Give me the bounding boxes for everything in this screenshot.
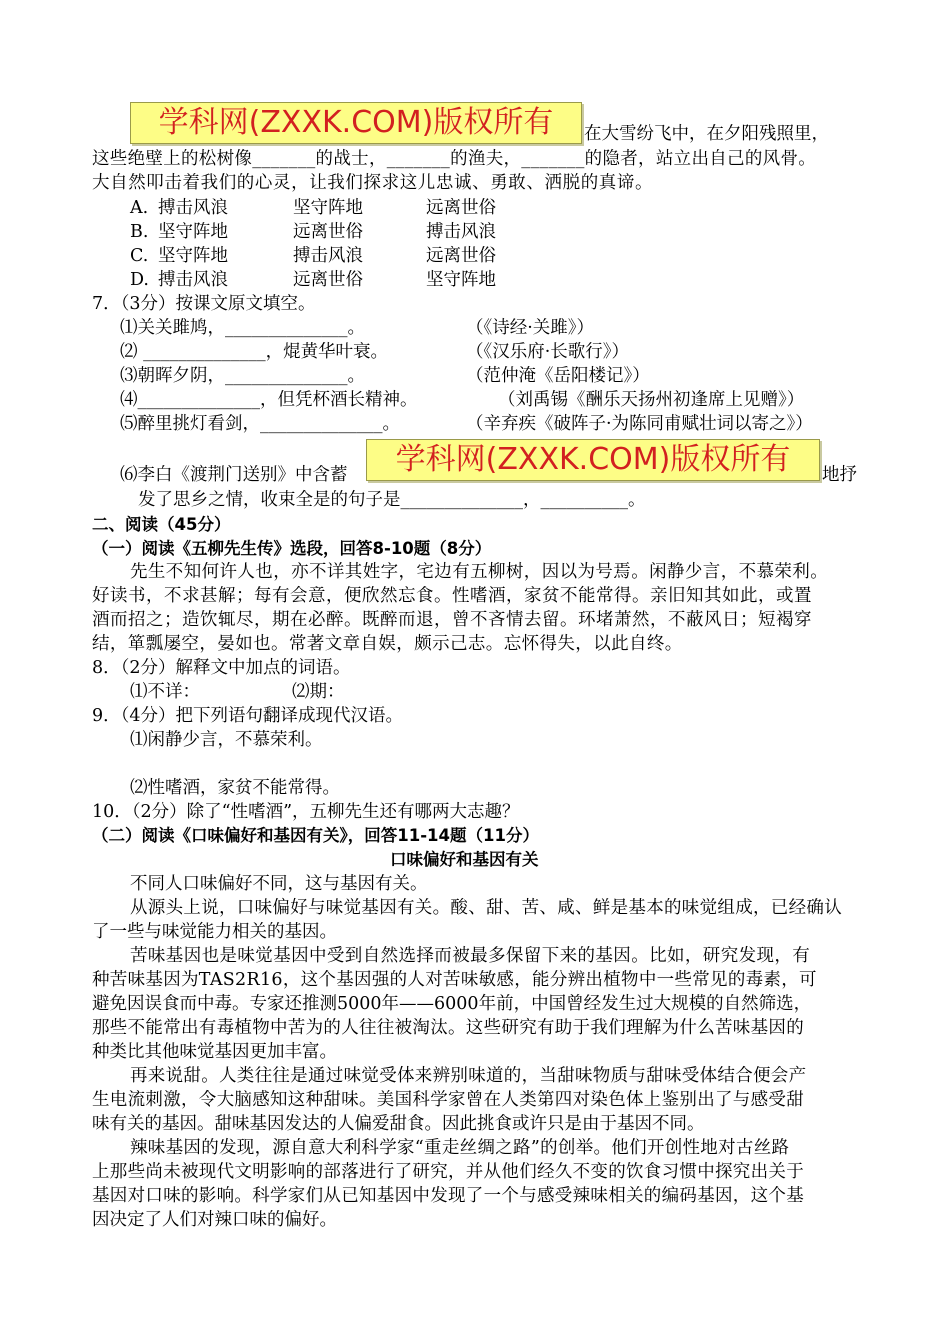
- q7-item-3: ⑶朝晖夕阴，______________。: [120, 366, 365, 386]
- option-letter: A.: [130, 198, 149, 218]
- article-line: 因决定了人们对辣口味的偏好。: [92, 1210, 337, 1230]
- article-line: 了一些与味觉能力相关的基因。: [92, 922, 337, 942]
- passage-line-1: 先生不知何许人也，亦不详其姓字，宅边有五柳树，因以为号焉。闲静少言，不慕荣利。: [130, 562, 829, 582]
- option-word-2: 坚守阵地: [293, 198, 363, 218]
- option-word-2: 搏击风浪: [293, 246, 363, 266]
- article-line: 上那些尚未被现代文明影响的部落进行了研究，并从他们经久不变的饮食习惯中探究出关于: [92, 1162, 804, 1182]
- article-line: 再来说甜。人类往往是通过味觉受体来辨别味道的，当甜味物质与甜味受体结合便会产: [130, 1066, 807, 1086]
- article-line: 味有关的基因。甜味基因发达的人偏爱甜食。因此挑食或许只是由于基因不同。: [92, 1114, 705, 1134]
- q9-title: 9．（4分）把下列语句翻译成现代汉语。: [92, 706, 404, 726]
- article-line: 从源头上说，口味偏好与味觉基因有关。酸、甜、苦、咸、鲜是基本的味觉组成，已经确认: [130, 898, 842, 918]
- q7-source-2: （《汉乐府·长歌行》）: [466, 342, 630, 362]
- q7-source-3: （范仲淹《岳阳楼记》）: [466, 366, 650, 386]
- option-word-1: 坚守阵地: [158, 222, 228, 242]
- article-line: 苦味基因也是味觉基因中受到自然选择而被最多保留下来的基因。比如，研究发现，有: [130, 946, 811, 966]
- q7-item-6-start: ⑹李白《渡荆门送别》中含蓄: [120, 465, 348, 485]
- q7-source-4: （刘禹锡《酬乐天扬州初逢席上见赠》）: [498, 390, 805, 410]
- q8-item-1: ⑴不详：: [130, 682, 200, 702]
- q10-title: 10．（2分）除了“性嗜酒”，五柳先生还有哪两大志趣？: [92, 802, 520, 822]
- q9-item-1: ⑴闲静少言，不慕荣利。: [130, 730, 323, 750]
- passage-line-3: 酒而招之；造饮辄尽，期在必醉。既醉而退，曾不吝情去留。环堵萧然，不蔽风日；短褐穿: [92, 610, 812, 630]
- q7-item-4: ⑷______________，但凭杯酒长精神。: [120, 390, 418, 410]
- q7-title: 7．（3分）按课文原文填空。: [92, 294, 316, 314]
- section-heading: 二、阅读（45分）: [92, 515, 231, 534]
- q7-item-5: ⑸醉里挑灯看剑，______________。: [120, 414, 400, 434]
- article-line: 不同人口味偏好不同，这与基因有关。: [130, 874, 428, 894]
- option-word-3: 搏击风浪: [426, 222, 496, 242]
- option-letter: B.: [130, 222, 149, 242]
- article-line: 辣味基因的发现，源自意大利科学家“重走丝绸之路”的创举。他们开创性地对古丝路: [130, 1138, 790, 1158]
- q6-line-2: 这些绝壁上的松树像_______的战士，_______的渔夫，_______的隐者，站立出自己的风骨。: [92, 149, 817, 169]
- article-line: 生电流刺激，令大脑感知这种甜味。美国科学家曾在人类第四对染色体上鉴别出了与感受甜: [92, 1090, 804, 1110]
- passage-line-2: 好读书，不求甚解；每有会意，便欣然忘食。性嗜酒，家贫不能常得。亲旧知其如此，或置: [92, 586, 812, 606]
- option-word-3: 远离世俗: [426, 198, 496, 218]
- option-letter: D.: [130, 270, 149, 290]
- q7-item-6-line-2: 发了思乡之情，收束全是的句子是______________，__________。: [138, 490, 646, 510]
- option-word-3: 远离世俗: [426, 246, 496, 266]
- q7-item-1: ⑴关关雎鸠，______________。: [120, 318, 365, 338]
- passage-line-4: 结，箪瓢屡空，晏如也。常著文章自娱，颇示己志。忘怀得失，以此自终。: [92, 634, 683, 654]
- q8-item-2: ⑵期：: [292, 682, 345, 702]
- watermark-banner: 学科网(ZXXK.COM)版权所有: [366, 439, 820, 481]
- article-title: 口味偏好和基因有关: [390, 850, 539, 869]
- option-letter: C.: [130, 246, 149, 266]
- watermark-banner: 学科网(ZXXK.COM)版权所有: [130, 102, 582, 144]
- q7-source-1: （《诗经·关雎》）: [466, 318, 595, 338]
- q7-item-6-end: 地抒: [822, 465, 857, 485]
- option-word-1: 坚守阵地: [158, 246, 228, 266]
- article-line: 种苦味基因为TAS2R16，这个基因强的人对苦味敏感，能分辨出植物中一些常见的毒素，可: [92, 970, 817, 990]
- article-line: 那些不能常出有毒植物中苦为的人往往被淘汰。这些研究有助于我们理解为什么苦味基因的: [92, 1018, 804, 1038]
- article-line: 基因对口味的影响。科学家们从已知基因中发现了一个与感受辣味相关的编码基因，这个基: [92, 1186, 804, 1206]
- q6-line-1: 在大雪纷飞中，在夕阳残照里，: [584, 124, 829, 144]
- option-word-1: 搏击风浪: [158, 270, 228, 290]
- article-line: 避免因误食而中毒。专家还推测5000年——6000年前，中国曾经发生过大规模的自然筛选，: [92, 994, 812, 1014]
- option-word-1: 搏击风浪: [158, 198, 228, 218]
- option-word-2: 远离世俗: [293, 270, 363, 290]
- q7-item-2: ⑵ ______________，焜黄华叶衰。: [120, 342, 389, 362]
- article-line: 种类比其他味觉基因更加丰富。: [92, 1042, 337, 1062]
- part2-heading: （二）阅读《口味偏好和基因有关》，回答11-14题（11分）: [92, 826, 539, 845]
- q6-line-3: 大自然叩击着我们的心灵，让我们探求这儿忠诚、勇敢、洒脱的真谛。: [92, 173, 654, 193]
- q9-item-2: ⑵性嗜酒，家贫不能常得。: [130, 778, 340, 798]
- q8-title: 8．（2分）解释文中加点的词语。: [92, 658, 351, 678]
- option-word-2: 远离世俗: [293, 222, 363, 242]
- option-word-3: 坚守阵地: [426, 270, 496, 290]
- q7-source-5: （辛弃疾《破阵子·为陈同甫赋壮词以寄之》）: [466, 414, 813, 434]
- part1-heading: （一）阅读《五柳先生传》选段，回答8-10题（8分）: [92, 539, 492, 558]
